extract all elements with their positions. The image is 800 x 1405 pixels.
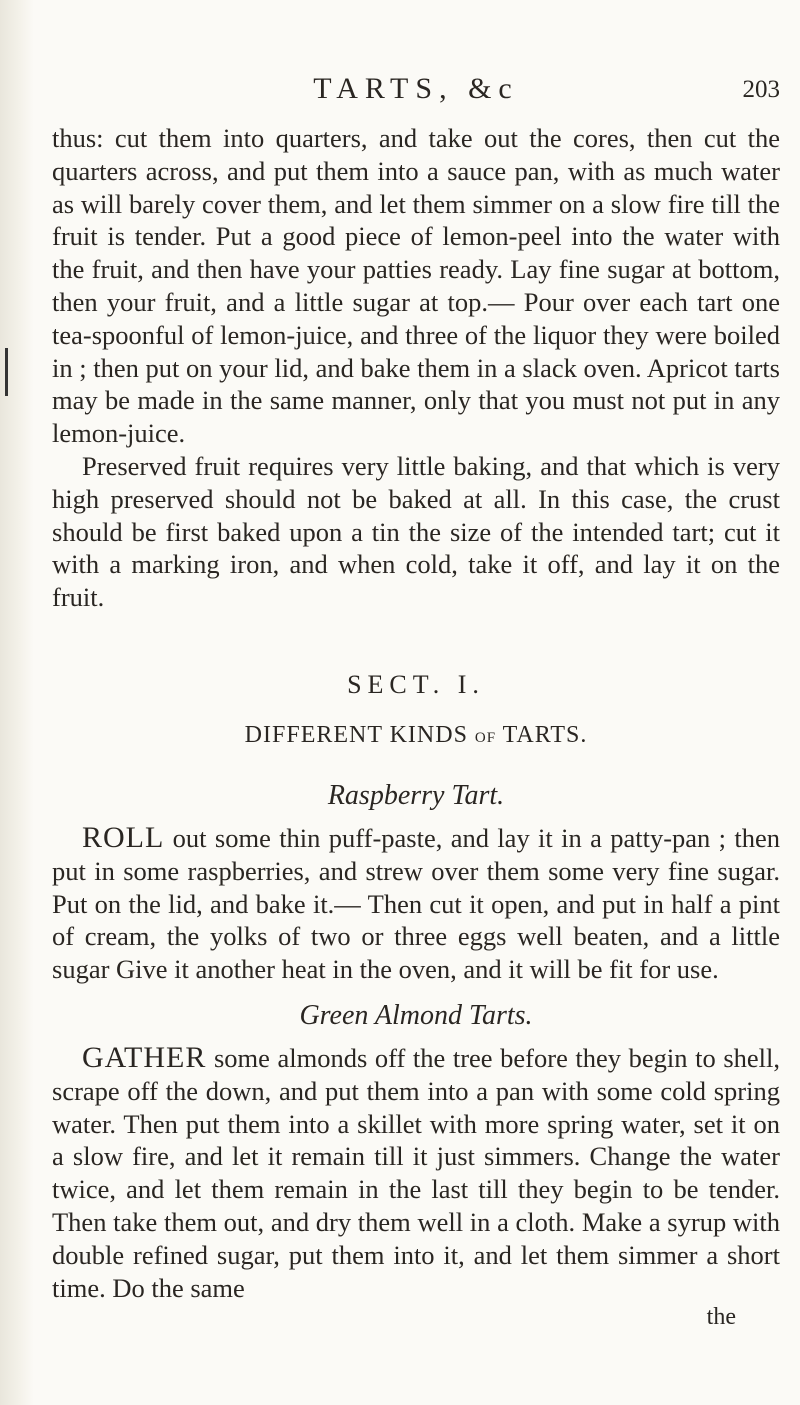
running-title: TARTS, &c <box>313 72 519 105</box>
recipe-lead-word: ROLL <box>82 820 165 854</box>
recipe-lead-word: GATHER <box>82 1040 207 1074</box>
book-page <box>52 70 780 1331</box>
subheading-part-1: DIFFERENT KINDS <box>244 721 475 748</box>
subheading-of: OF <box>474 729 497 746</box>
section-subheading <box>52 722 780 758</box>
catchword: the <box>706 1304 736 1331</box>
margin-rule-mark <box>5 348 8 396</box>
continued-paragraph: thus: cut them into quarters, and take out the cores, then cut the quarters across, and put them into a sauce pan, with as much water as will barely cover them, and let them simmer on a slow fire till the fruit is tender. Put a good piece of lemon-peel into the water with the fruit, and then have your patties ready. Lay fine sugar at bottom, then your fruit, and a little sugar at top.— Pour over each tart one tea-spoonful of lemon-juice, and three of the liquor they were boiled in ; then put on your lid, and bake them in a slack oven. Apricot tarts may be made in the same manner, only that you must not put in any lemon-juice. <box>52 123 780 449</box>
recipe-title-green-almond: Green Almond Tarts. <box>299 999 533 1031</box>
recipe-text: some almonds off the tree before they begin to shell, scrape off the down, and put them into a pan with some cold spring water. Then put them into a skillet with more spring water, set it on a slow fire, and let it remain till it just simmers. Change the water twice, and let them remain in the last till they begin to be tender. Then take them out, and dry them well in a cloth. Make a syrup with double refined sugar, put them into it, and let them simmer a short time. Do the same <box>52 1042 780 1303</box>
preserved-fruit-paragraph: Preserved fruit requires very little baking, and that which is very high preserved should not be baked at all. In this case, the crust should be first baked upon a tin the size of the intended tart; cut it with a marking iron, and when cold, take it off, and lay it on the fruit. <box>52 450 780 613</box>
recipe-body-raspberry <box>52 822 780 986</box>
page-header <box>52 70 780 118</box>
recipe-text: out some thin puff-paste, and lay it in a patty-pan ; then put in some raspberries, and strew over them some very fine sugar. Put on the lid, and bake it.— Then cut it open, and put in half a pint of cream, the yolks of two or three eggs well beaten, and a little sugar Give it another heat in the oven, and it will be fit for use. <box>52 822 780 985</box>
recipe-title-raspberry: Raspberry Tart. <box>327 779 505 811</box>
page-gutter-shadow <box>0 0 34 1405</box>
section-heading: SECT. I. <box>347 669 485 699</box>
subheading-part-2: TARTS. <box>496 721 588 748</box>
page-number: 203 <box>742 76 780 103</box>
recipe-body-green-almond <box>52 1042 780 1304</box>
